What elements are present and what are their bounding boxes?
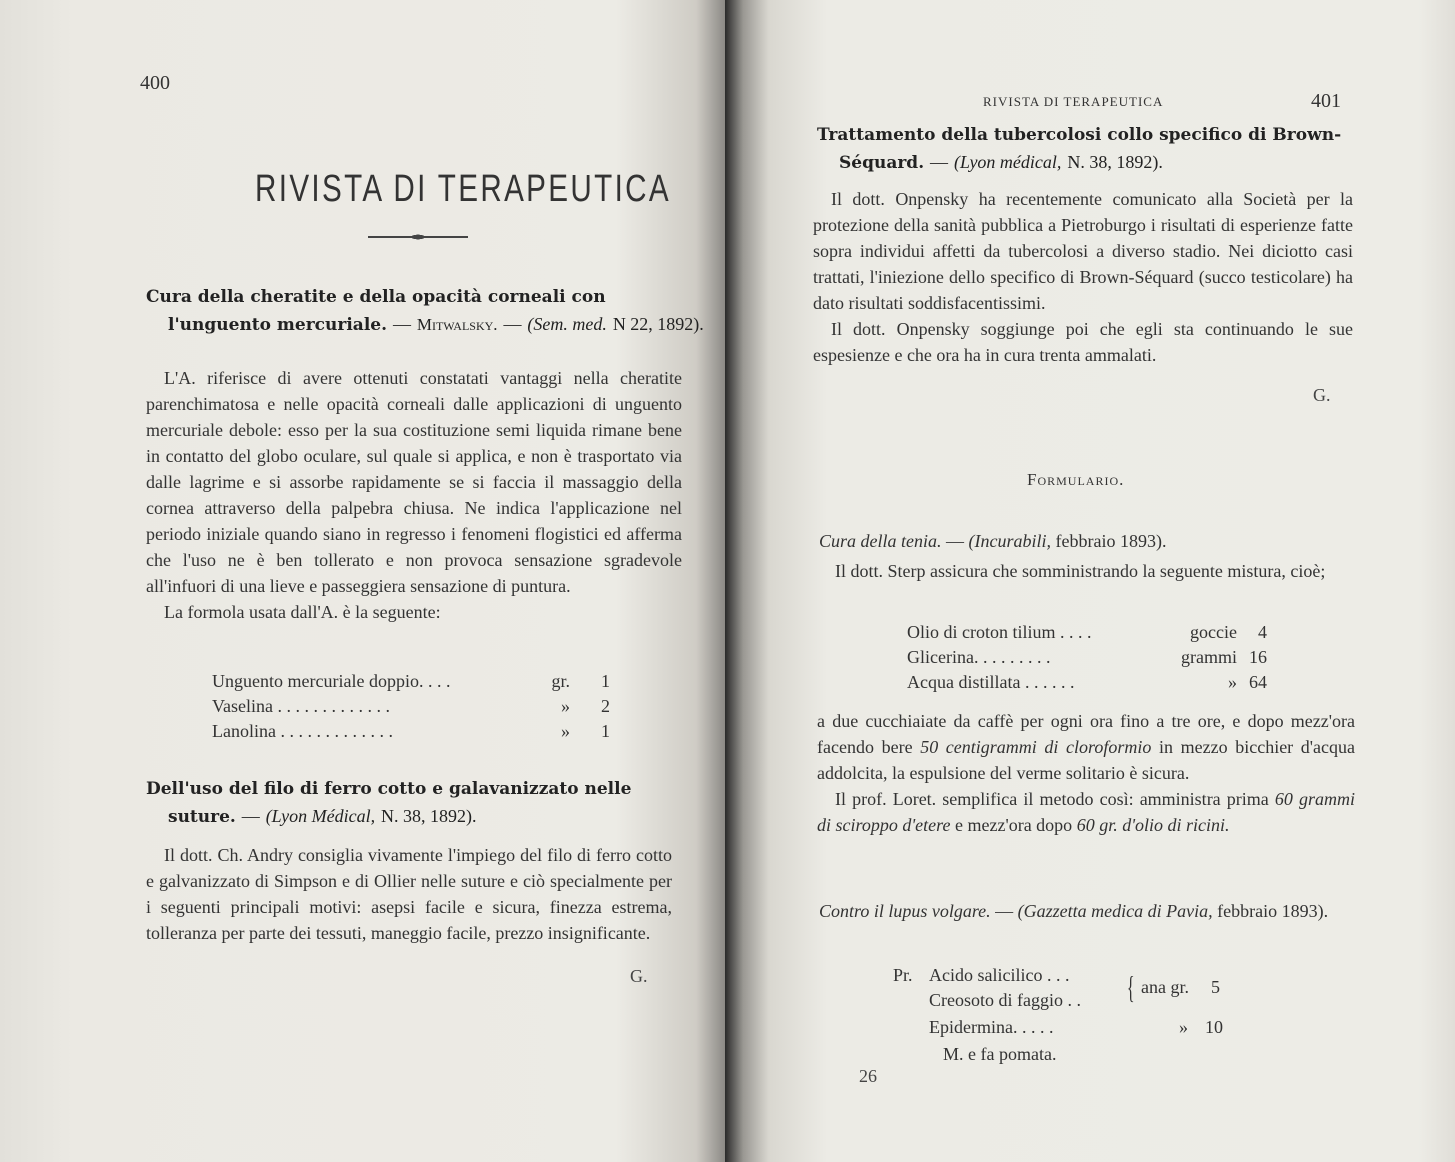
separator: — (392, 314, 411, 334)
section-title-formulario: Formulario. (1027, 470, 1125, 489)
recipe-item: Acido salicilico . . . (929, 965, 1070, 985)
paragraph: Il dott. Onpensky ha recentemente comunicato alla Società per la protezione della sanità pubblica a Pietroburgo i risultati di esperienze fatte sopra individui affetti da tubercolosi a diverso stadio. Nei diciotto casi trattati, l'iniezione dello specifico di Brown-Séquard (succo testicolare) ha dato risultati soddisfacentissimi. (813, 189, 1353, 313)
article-body-tubercolosi (813, 186, 1353, 368)
article-source-issue: N 22, 1892). (612, 314, 704, 334)
signature-right: G. (1313, 385, 1331, 405)
formula-source: (Incurabili, (968, 531, 1051, 551)
recipe-unit: ana gr. (1141, 977, 1189, 997)
article-author: Mitwalsky. (416, 315, 498, 334)
paragraph: La formola usata dall'A. è la seguente: (164, 602, 441, 622)
paragraph: Il dott. Sterp assicura che somministrando la seguente mistura, cioè; (835, 561, 1326, 581)
recipe-item: Epidermina. . . . . (929, 1017, 1054, 1037)
formula-heading-tenia: Cura della tenia. — (Incurabili, febbraio 1893). (819, 531, 1167, 551)
recipe-row: Acqua distillata . . . . . . » 64 (907, 672, 1267, 692)
separator: — (241, 806, 260, 826)
page-number-left: 400 (140, 72, 170, 94)
recipe-row: Glicerina. . . . . . . . . grammi 16 (907, 647, 1267, 667)
article-title: Trattamento della tubercolosi collo specifico di Brown-Séquard. (817, 125, 1342, 173)
recipe-item: Creosoto di faggio . . (929, 990, 1081, 1010)
formula-title: Cura della tenia. (819, 531, 942, 551)
paragraph: Il dott. Onpensky soggiunge poi che egli sta continuando le sue espesienze e che ora ha in cura trenta ammalati. (813, 319, 1353, 365)
recipe-row: Vaselina . . . . . . . . . . . . . » 2 (212, 696, 610, 716)
left-page (0, 0, 725, 1162)
formula-intro-tenia (817, 558, 1355, 584)
article-body-filo (146, 842, 672, 946)
article-source-issue: N. 38, 1892). (381, 806, 477, 826)
formula-title: Contro il lupus volgare. (819, 901, 991, 921)
recipe-qty: 10 (1205, 1017, 1223, 1037)
title-ornament (368, 236, 468, 238)
recipe-row: Unguento mercuriale doppio. . . . gr. 1 (212, 671, 610, 691)
running-head: RIVISTA DI TERAPEUTICA (983, 94, 1164, 109)
article-heading-tubercolosi (817, 122, 1379, 177)
recipe-group (893, 963, 1273, 1015)
recipe-closing: M. e fa pomata. (943, 1044, 1057, 1064)
paragraph: L'A. riferisce di avere ottenuti constatati vantaggi nella cheratite parenchimatosa e nelle opacità corneali dalle applicazioni di unguento mercuriale debole: esso per la sua costituzione semi liquida rimane bene in contatto del globo oculare, sul quale si applica, e non è trasportato via dalle lagrime e si assorbe rapidamente se si faccia il massaggio della cornea attraverso della palpebra chiusa. Ne indica l'applicazione nel periodo iniziale quando siano in regresso i fenomeni flogistici ed afferma che l'uso ne è ben tollerato e non provoca sensazione sgradevole all'infuori di una lieve e passeggiera sensazione di puntura. (146, 368, 682, 596)
page-number-right: 401 (1311, 90, 1341, 112)
page-title: RIVISTA DI TERAPEUTICA (255, 168, 672, 210)
article-body-cheratite (146, 365, 682, 625)
article-source-issue: N. 38, 1892). (1067, 152, 1163, 172)
paragraph: Il prof. Loret. semplifica il metodo così: amministra prima 60 grammi di sciroppo d'etere e mezz'ora dopo 60 gr. d'olio di ricini. (817, 789, 1355, 835)
recipe-row: Olio di croton tilium . . . . goccie 4 (907, 622, 1267, 642)
article-source: (Lyon médical, (953, 152, 1062, 172)
paragraph: Il dott. Ch. Andry consiglia vivamente l'impiego del filo di ferro cotto e galvanizzato di Simpson e di Ollier nelle suture e ciò specialmente per i seguenti principali motivi: asepsi facile e sicura, finezza estrema, tolleranza per parte dei tessuti, maneggio facile, prezzo insignificante. (146, 845, 672, 943)
article-title: Dell'uso del filo di ferro cotto e galavanizzato nelle suture. (146, 779, 632, 827)
article-source: (Lyon Médical, (265, 806, 376, 826)
signature-left: G. (630, 966, 648, 986)
separator: — (930, 152, 949, 172)
article-title: Cura della cheratite e della opacità corneali con l'unguento mercuriale. (146, 287, 606, 335)
right-page (725, 0, 1455, 1162)
article-source: (Sem. med. (527, 314, 607, 334)
article-heading-cheratite (146, 284, 708, 339)
recipe-lupus (893, 963, 1273, 1067)
article-heading-filo (146, 776, 698, 831)
recipe-prefix: Pr. (893, 965, 913, 985)
recipe-cheratite (212, 669, 610, 744)
paragraph: a due cucchiaiate da caffè per ogni ora fino a tre ore, e dopo mezz'ora facendo bere 50 centigrammi di cloroformio in mezzo bicchier d'acqua addolcita, la espulsione del verme solitario è sicura. (817, 711, 1356, 783)
recipe-unit: » (1179, 1017, 1188, 1037)
formula-source: (Gazzetta medica di Pavia, (1017, 901, 1213, 921)
signature-mark: 26 (859, 1066, 877, 1086)
recipe-row (893, 1015, 1273, 1042)
brace-symbol: { (1126, 969, 1135, 1005)
recipe-row: Lanolina . . . . . . . . . . . . . » 1 (212, 721, 610, 741)
formula-heading-lupus: Contro il lupus volgare. — (Gazzetta medica di Pavia, febbraio 1893). (819, 901, 1329, 921)
recipe-qty: 5 (1211, 977, 1220, 997)
separator: — (503, 314, 522, 334)
formula-text-tenia (817, 708, 1355, 838)
recipe-tenia (907, 620, 1267, 695)
